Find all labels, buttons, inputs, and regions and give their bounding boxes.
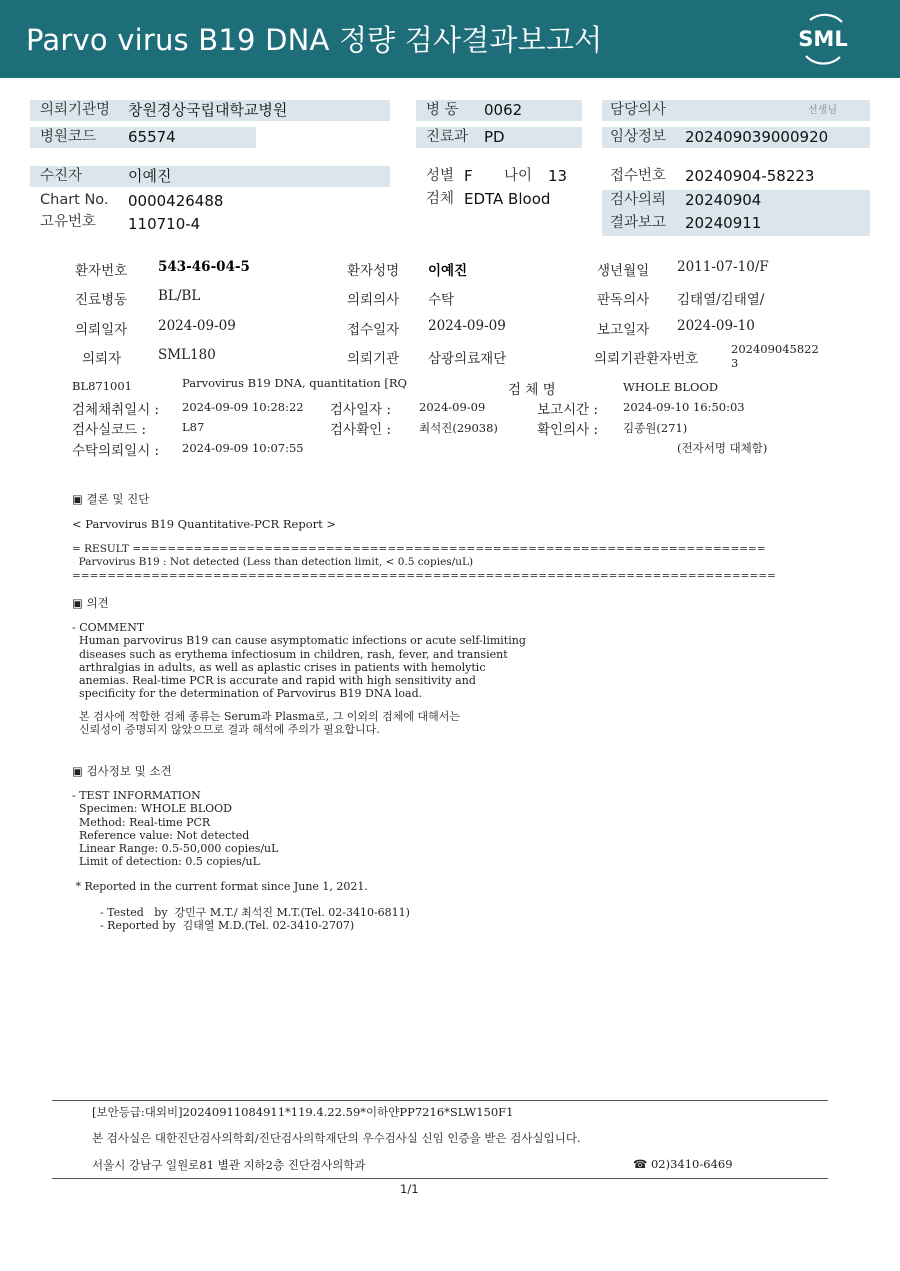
report-title: Parvo virus B19 DNA 정량 검사결과보고서 bbox=[26, 23, 603, 57]
result-line-2: Parvovirus B19 : Not detected (Less than detection limit, < 0.5 copies/uL) bbox=[72, 556, 474, 569]
institution-label: 의뢰기관명 bbox=[40, 102, 111, 118]
req-date-label: 의뢰일자 bbox=[75, 322, 128, 338]
report-title-line: < Parvovirus B19 Quantitative-PCR Report > bbox=[72, 517, 337, 531]
patient-name-value: 이예진 bbox=[428, 263, 468, 279]
comment-line: specificity for the determination of Parvovirus B19 DNA load. bbox=[72, 687, 423, 701]
birth-value: 2011-07-10/F bbox=[677, 259, 769, 275]
comment-line: - COMMENT bbox=[72, 621, 145, 634]
result-label: 결과보고 bbox=[610, 215, 667, 231]
test-date-label: 검사일자 : bbox=[330, 402, 392, 418]
request-value: 20240904 bbox=[685, 191, 762, 209]
confirm-doctor-value: 김종원(271) bbox=[623, 421, 688, 435]
clinic-ward-value: BL/BL bbox=[158, 288, 201, 304]
clinical-label: 임상정보 bbox=[610, 129, 667, 145]
collect-value: 2024-09-09 10:28:22 bbox=[182, 400, 304, 414]
age-value: 13 bbox=[548, 167, 568, 185]
dept-value: PD bbox=[484, 128, 505, 146]
doctor-label: 담당의사 bbox=[610, 102, 667, 118]
testinfo-line: Limit of detection: 0.5 copies/uL bbox=[72, 855, 260, 869]
specimen-label: 검체 bbox=[426, 191, 455, 207]
korean-note-block bbox=[72, 710, 460, 737]
patient-label: 수진자 bbox=[40, 168, 83, 184]
security-line: [보안등급:대외비]20240911084911*119.4.22.59*이하얀PP7216*SLW150F1 bbox=[92, 1105, 514, 1119]
consign-label: 수탁의뢰일시 : bbox=[72, 443, 160, 459]
chart-label: Chart No. bbox=[40, 192, 109, 208]
hospital-code-value: 65574 bbox=[128, 128, 176, 146]
unique-label: 고유번호 bbox=[40, 214, 97, 230]
report-time-label: 보고시간 : bbox=[537, 402, 599, 418]
patient-bar bbox=[30, 166, 390, 187]
receipt-value: 20240904-58223 bbox=[685, 167, 815, 185]
comment-line: diseases such as erythema infectiosum in children, rash, fever, and transient bbox=[72, 647, 508, 661]
opinion-heading: ▣ 의견 bbox=[72, 596, 109, 610]
inst-patient-no-label: 의뢰기관환자번호 bbox=[594, 351, 699, 367]
testinfo-line: Method: Real-time PCR bbox=[72, 815, 211, 829]
reading-doctor-value: 김태열/김태열/ bbox=[677, 292, 765, 308]
comment-line: anemias. Real-time PCR is accurate and rapid with high sensitivity and bbox=[72, 674, 476, 688]
korean-line: 본 검사에 적합한 검체 종류는 Serum과 Plasma로, 그 이외의 검체에 대해서는 bbox=[72, 710, 461, 723]
ward-label: 병 동 bbox=[426, 102, 459, 118]
test-date-value: 2024-09-09 bbox=[419, 400, 486, 414]
collect-label: 검체채취일시 : bbox=[72, 402, 160, 418]
ward-value: 0062 bbox=[484, 101, 523, 119]
testinfo-line: Specimen: WHOLE BLOOD bbox=[72, 802, 232, 816]
birth-label: 생년월일 bbox=[597, 263, 650, 279]
testinfo-line: Linear Range: 0.5-50,000 copies/uL bbox=[72, 842, 279, 856]
esign-note: (전자서명 대체함) bbox=[677, 441, 768, 455]
footer-bottom-rule bbox=[52, 1178, 828, 1179]
inst-patient-no-value: 202409045822 bbox=[731, 342, 819, 356]
requester-label: 의뢰자 bbox=[82, 351, 122, 367]
institution-value: 창원경상국립대학교병원 bbox=[128, 101, 288, 119]
req-date-value: 2024-09-09 bbox=[158, 318, 236, 334]
footer-top-rule bbox=[52, 1100, 828, 1101]
conclusion-heading: ▣ 결론 및 진단 bbox=[72, 492, 150, 506]
consign-value: 2024-09-09 10:07:55 bbox=[182, 441, 304, 455]
sex-label: 성별 bbox=[426, 168, 455, 184]
tested-by-line: - Tested by 강민구 M.T./ 최석진 M.T.(Tel. 02-3410-6811) bbox=[72, 906, 410, 919]
receipt-date-label: 접수일자 bbox=[347, 322, 400, 338]
comment-block bbox=[72, 621, 526, 701]
confirm-label: 검사확인 : bbox=[330, 422, 392, 438]
report-date-value: 2024-09-10 bbox=[677, 318, 755, 334]
patient-no-value: 543-46-04-5 bbox=[158, 259, 250, 275]
comment-line: arthralgias in adults, as well as aplastic crises in patients with hemolytic bbox=[72, 660, 486, 674]
patient-value: 이예진 bbox=[128, 167, 172, 185]
specimen-value: EDTA Blood bbox=[464, 190, 551, 208]
req-doctor-label: 의뢰의사 bbox=[347, 292, 400, 308]
specimen-name-label: 검 체 명 bbox=[508, 382, 556, 398]
testinfo-heading: ▣ 검사정보 및 소견 bbox=[72, 764, 172, 778]
hospital-code-label: 병원코드 bbox=[40, 129, 97, 145]
result-line-1: = RESULT ======================================================================== bbox=[72, 543, 766, 555]
inst-patient-no-value-cont: 3 bbox=[731, 356, 739, 370]
result-value: 20240911 bbox=[685, 214, 762, 232]
specimen-name-value: WHOLE BLOOD bbox=[623, 380, 719, 394]
req-doctor-value: 수탁 bbox=[428, 292, 455, 308]
sex-value: F bbox=[464, 167, 473, 185]
unique-value: 110710-4 bbox=[128, 215, 201, 233]
receipt-date-value: 2024-09-09 bbox=[428, 318, 506, 334]
reported-by-line: - Reported by 김태열 M.D.(Tel. 02-3410-2707) bbox=[72, 919, 355, 932]
phone-line: ☎ 02)3410-6469 bbox=[633, 1157, 733, 1171]
confirm-value: 최석진(29038) bbox=[419, 421, 498, 435]
comment-line: Human parvovirus B19 can cause asymptomatic infections or acute self-limiting bbox=[72, 634, 526, 648]
test-name: Parvovirus B19 DNA, quantitation [RQ bbox=[182, 376, 407, 390]
result-block bbox=[72, 543, 776, 583]
confirm-doctor-label: 확인의사 : bbox=[537, 422, 599, 438]
report-time-value: 2024-09-10 16:50:03 bbox=[623, 400, 745, 414]
testinfo-block bbox=[72, 789, 278, 869]
certification-line: 본 검사실은 대한진단검사의학회/진단검사의학재단의 우수검사실 신임 인증을 받은 검사실입니다. bbox=[92, 1131, 581, 1145]
doctor-suffix: 선생님 bbox=[808, 105, 837, 116]
sml-logo bbox=[790, 10, 856, 70]
testinfo-line: Reference value: Not detected bbox=[72, 828, 250, 842]
page-number: 1/1 bbox=[400, 1182, 419, 1196]
request-label: 검사의뢰 bbox=[610, 192, 667, 208]
patient-name-label: 환자성명 bbox=[347, 263, 400, 279]
clinical-value: 202409039000920 bbox=[685, 128, 829, 146]
chart-value: 0000426488 bbox=[128, 192, 224, 210]
age-label: 나이 bbox=[504, 168, 533, 184]
lab-code-value: L87 bbox=[182, 420, 205, 434]
receipt-label: 접수번호 bbox=[610, 168, 667, 184]
req-institution-label: 의뢰기관 bbox=[347, 351, 400, 367]
req-institution-value: 삼광의료재단 bbox=[428, 351, 507, 367]
test-code: BL871001 bbox=[72, 379, 132, 393]
lab-code-label: 검사실코드 : bbox=[72, 422, 147, 438]
korean-line: 신뢰성이 증명되지 않았으므로 결과 해석에 주의가 필요합니다. bbox=[72, 723, 380, 737]
testinfo-line: - TEST INFORMATION bbox=[72, 789, 201, 802]
requester-value: SML180 bbox=[158, 347, 216, 363]
logo-text: SML bbox=[798, 27, 848, 51]
report-date-label: 보고일자 bbox=[597, 322, 650, 338]
patient-no-label: 환자번호 bbox=[75, 263, 128, 279]
reported-note: * Reported in the current format since June 1, 2021. bbox=[72, 880, 368, 893]
clinic-ward-label: 진료병동 bbox=[75, 292, 128, 308]
report-header bbox=[0, 0, 900, 78]
result-line-3: ================================================================================ bbox=[72, 569, 776, 582]
dept-label: 진료과 bbox=[426, 129, 469, 145]
address-line: 서울시 강남구 일원로81 별관 지하2층 진단검사의학과 bbox=[92, 1158, 366, 1172]
reading-doctor-label: 판독의사 bbox=[597, 292, 650, 308]
